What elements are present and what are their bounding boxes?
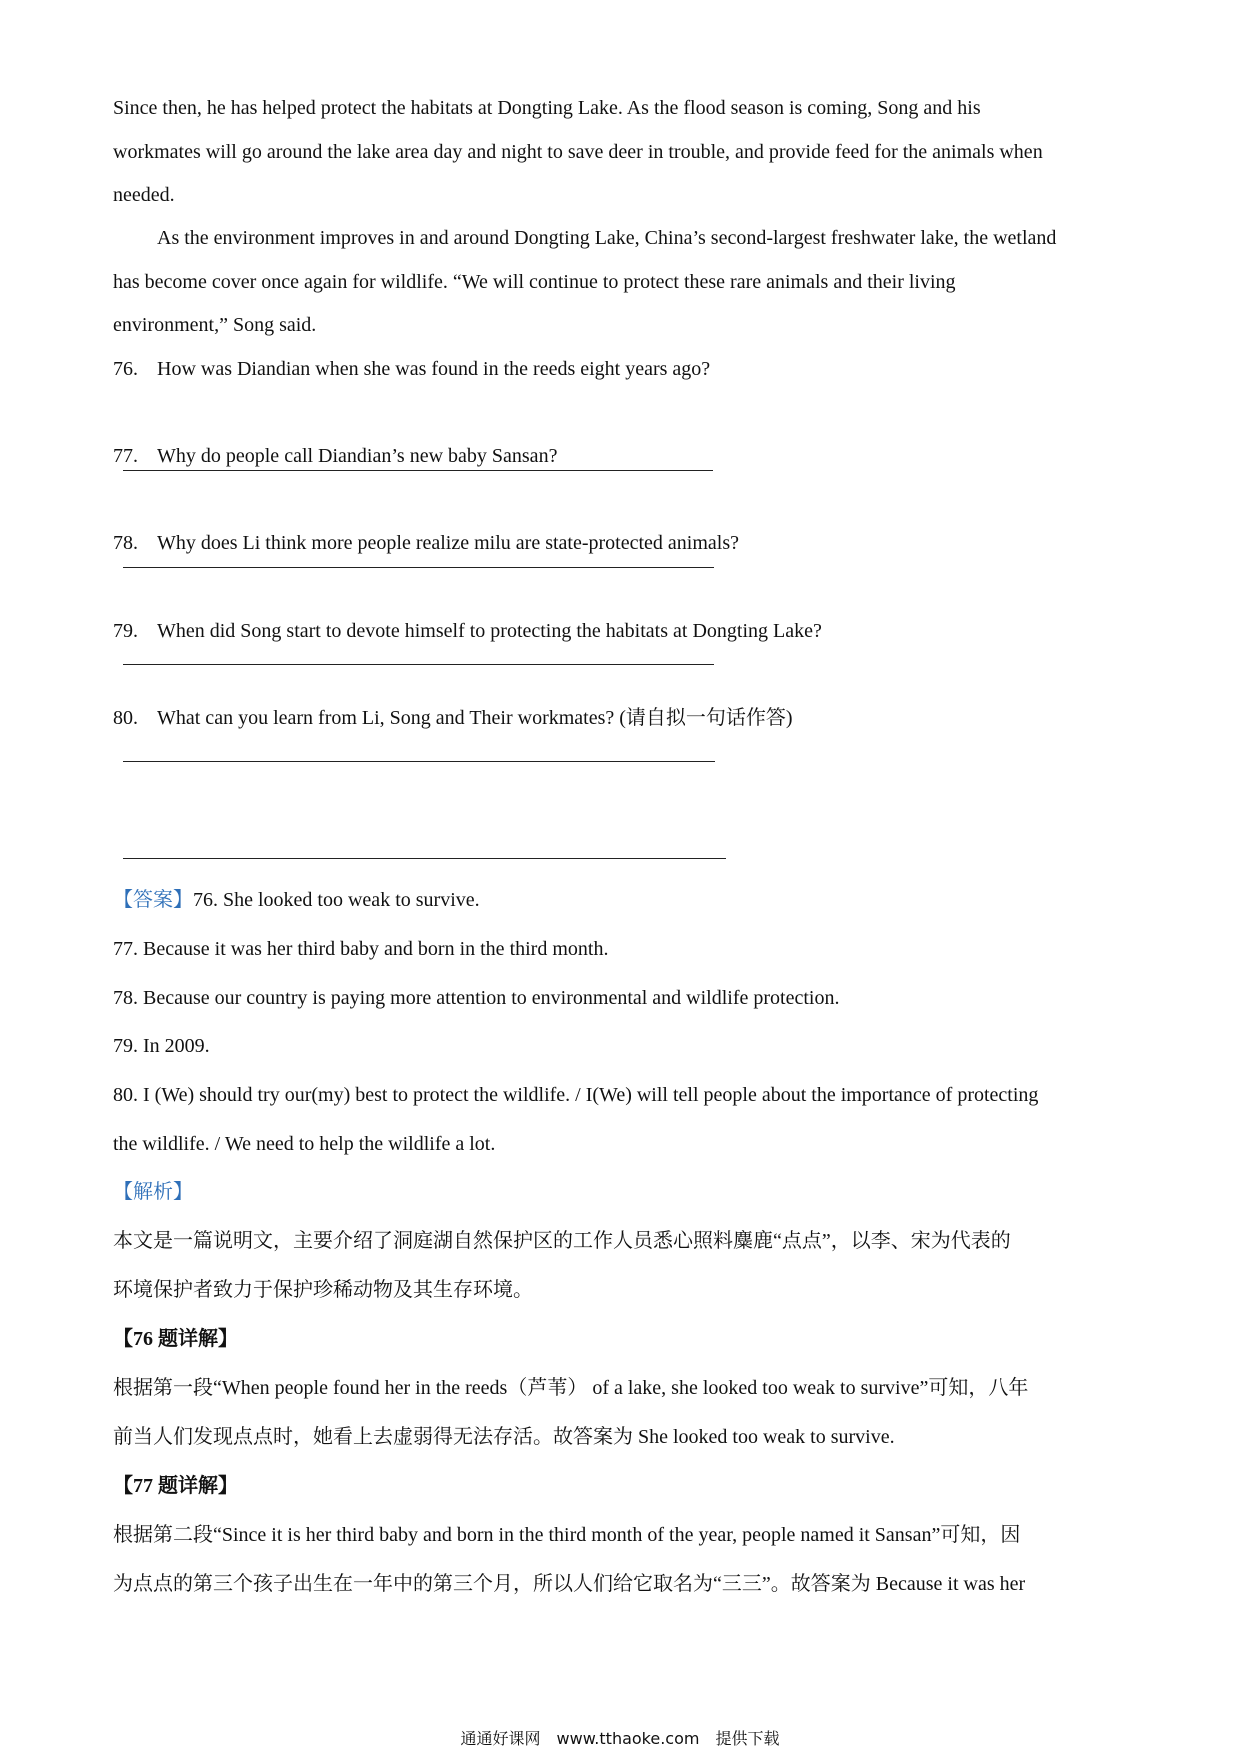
question-80: [113, 704, 793, 732]
answer-80: 80. I (We) should try our(my) best to protect the wildlife. / I(We) will tell people about the importance of protecting: [113, 1084, 1039, 1106]
answer-text: 76. She looked too weak to survive.: [193, 889, 480, 911]
question-text: When did Song start to devote himself to protecting the habitats at Dongting Lake?: [157, 620, 822, 642]
question-79: [113, 617, 822, 645]
question-text: How was Diandian when she was found in the reeds eight years ago?: [157, 358, 711, 380]
question-76: [113, 355, 710, 383]
question-number: 79.: [113, 620, 138, 642]
question-number: 76.: [113, 358, 138, 380]
answer-78: 78. Because our country is paying more attention to environmental and wildlife protection.: [113, 987, 840, 1009]
question-text: What can you learn from Li, Song and Their workmates? (请自拟一句话作答): [157, 707, 793, 729]
question-text: Why do people call Diandian’s new baby Sansan?: [157, 445, 558, 467]
question-text: Why does Li think more people realize milu are state-protected animals?: [157, 532, 739, 554]
passage-line: has become cover once again for wildlife. “We will continue to protect these rare animals and their living: [113, 271, 956, 293]
passage-line: As the environment improves in and around Dongting Lake, China’s second-largest freshwater lake, the wetland: [157, 227, 1057, 249]
detail-77-text-cont: 为点点的第三个孩子出生在一年中的第三个月，所以人们给它取名为“三三”。故答案为 Because it was her: [113, 1573, 1026, 1595]
answer-80-cont: the wildlife. / We need to help the wildlife a lot.: [113, 1133, 496, 1155]
detail-77-label: 【77 题详解】: [113, 1475, 238, 1497]
analysis-intro: 本文是一篇说明文，主要介绍了洞庭湖自然保护区的工作人员悉心照料麋鹿“点点”，以李、宋为代表的: [113, 1230, 1011, 1252]
analysis-label: 【解析】: [113, 1181, 193, 1203]
answer-blank-78[interactable]: [123, 664, 714, 665]
question-number: 77.: [113, 445, 138, 467]
detail-76-label: 【76 题详解】: [113, 1328, 238, 1350]
passage-line: workmates will go around the lake area day and night to save deer in trouble, and provide feed for the animals when: [113, 141, 1043, 163]
detail-76-text-cont: 前当人们发现点点时，她看上去虚弱得无法存活。故答案为 She looked too weak to survive.: [113, 1426, 895, 1448]
detail-77-text: 根据第二段“Since it is her third baby and born in the third month of the year, people named it Sansan”可知，因: [113, 1524, 1021, 1546]
question-number: 78.: [113, 532, 138, 554]
page-footer: 通通好课网 www.tthaoke.com 提供下载: [460, 1729, 780, 1748]
passage-line: Since then, he has helped protect the habitats at Dongting Lake. As the flood season is coming, Song and his: [113, 97, 981, 119]
answer-blank-77[interactable]: [123, 567, 714, 568]
answer-label: 【答案】: [113, 889, 193, 911]
answer-77: 77. Because it was her third baby and born in the third month.: [113, 938, 609, 960]
answer-79: 79. In 2009.: [113, 1035, 210, 1057]
answer-blank-80[interactable]: [123, 858, 726, 859]
analysis-intro-cont: 环境保护者致力于保护珍稀动物及其生存环境。: [113, 1279, 533, 1301]
question-number: 80.: [113, 707, 138, 729]
passage-line: environment,” Song said.: [113, 314, 317, 336]
detail-76-text: 根据第一段“When people found her in the reeds（芦苇） of a lake, she looked too weak to survive”可知，八年: [113, 1377, 1029, 1399]
question-78: [113, 529, 739, 557]
answer-76: [113, 886, 1133, 914]
answer-blank-76[interactable]: [123, 470, 713, 471]
question-77: [113, 442, 557, 470]
answer-blank-79[interactable]: [123, 761, 715, 762]
passage-line: needed.: [113, 184, 175, 206]
